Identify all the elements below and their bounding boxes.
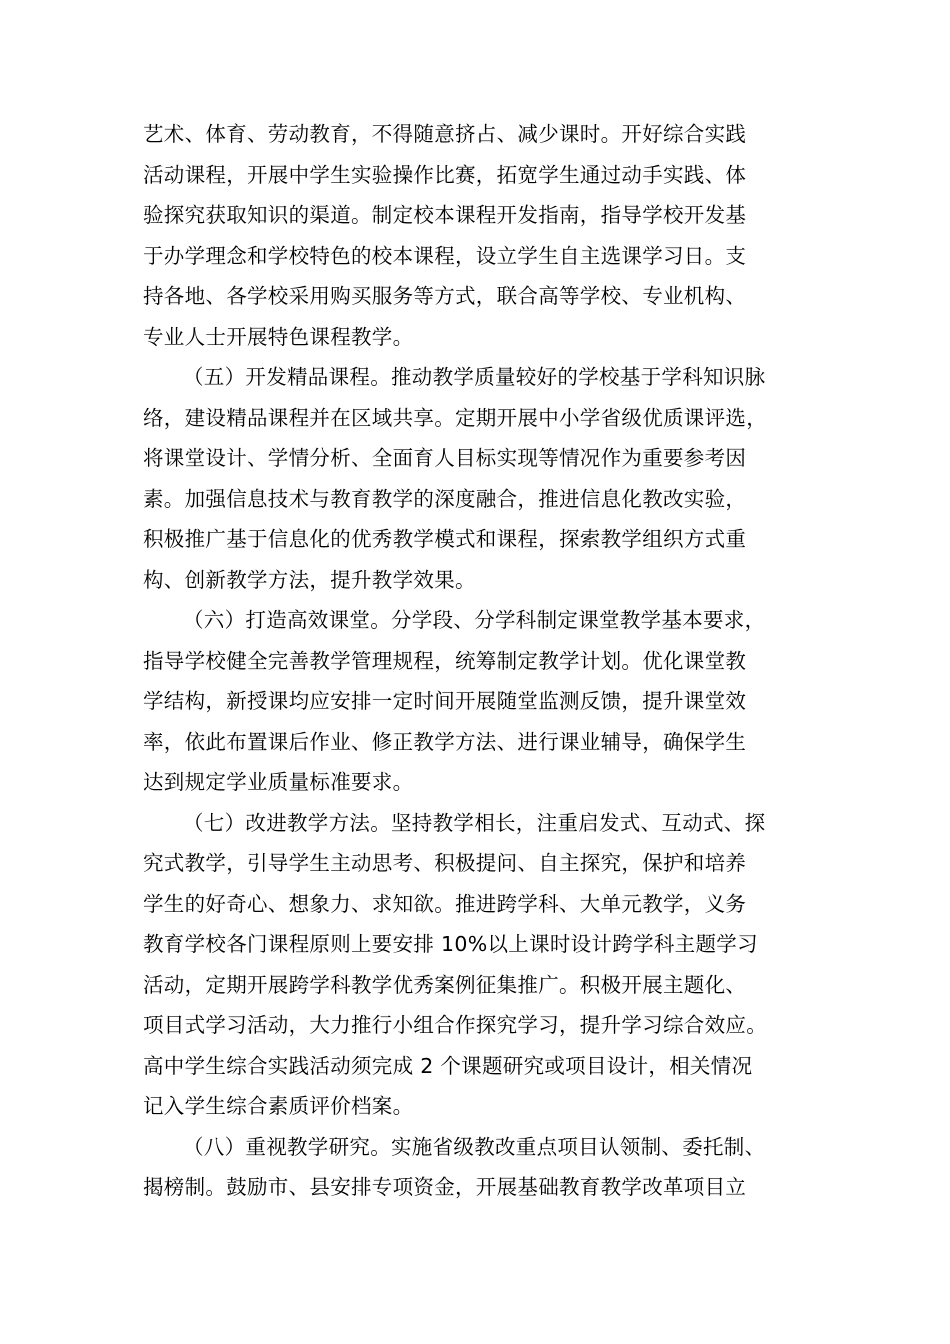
text-line: 教育学校各门课程原则上要安排 10%以上课时设计跨学科主题学习 <box>143 932 758 956</box>
paragraph-heading-8: （八）重视教学研究。实施省级教改重点项目认领制、委托制、 <box>183 1134 766 1159</box>
text-line: 活动课程，开展中学生实验操作比赛，拓宽学生通过动手实践、体 <box>143 162 747 187</box>
text-line: 将课堂设计、学情分析、全面育人目标实现等情况作为重要参考因 <box>143 446 747 470</box>
paragraph-heading-6: （六）打造高效课堂。分学段、分学科制定课堂教学基本要求， <box>183 608 766 632</box>
text-line: 项目式学习活动，大力推行小组合作探究学习，提升学习综合效应。 <box>143 1013 767 1037</box>
paragraph-heading-7: （七）改进教学方法。坚持教学相长，注重启发式、互动式、探 <box>183 810 766 835</box>
text-line: 于办学理念和学校特色的校本课程，设立学生自主选课学习日。支 <box>143 243 747 268</box>
text-line: 指导学校健全完善教学管理规程，统筹制定教学计划。优化课堂教 <box>143 648 747 673</box>
body-text <box>143 114 833 1208</box>
text-line: 持各地、各学校采用购买服务等方式，联合高等学校、专业机构、 <box>143 284 747 308</box>
text-line: 率，依此布置课后作业、修正教学方法、进行课业辅导，确保学生 <box>143 729 747 754</box>
text-line: 构、创新教学方法，提升教学效果。 <box>143 567 476 592</box>
text-line: 验探究获取知识的渠道。制定校本课程开发指南，指导学校开发基 <box>143 203 747 227</box>
text-line: 高中学生综合实践活动须完成 2 个课题研究或项目设计，相关情况 <box>143 1053 753 1078</box>
text-line: 络，建设精品课程并在区域共享。定期开展中小学省级优质课评选， <box>143 405 767 430</box>
text-line: 记入学生综合素质评价档案。 <box>143 1094 414 1118</box>
text-line: 达到规定学业质量标准要求。 <box>143 770 414 794</box>
text-line: 积极推广基于信息化的优秀教学模式和课程，探索教学组织方式重 <box>143 527 747 551</box>
text-line: 学生的好奇心、想象力、求知欲。推进跨学科、大单元教学，义务 <box>143 891 747 916</box>
paragraph-heading-5: （五）开发精品课程。推动教学质量较好的学校基于学科知识脉 <box>183 365 766 389</box>
text-line: 专业人士开展特色课程教学。 <box>143 324 414 349</box>
text-line: 素。加强信息技术与教育教学的深度融合，推进信息化教改实验， <box>143 486 747 511</box>
text-line: 艺术、体育、劳动教育，不得随意挤占、减少课时。开好综合实践 <box>143 122 747 146</box>
text-line: 究式教学，引导学生主动思考、积极提问、自主探究，保护和培养 <box>143 851 747 875</box>
text-line: 揭榜制。鼓励市、县安排专项资金，开展基础教育教学改革项目立 <box>143 1175 747 1199</box>
text-line: 活动，定期开展跨学科教学优秀案例征集推广。积极开展主题化、 <box>143 972 747 997</box>
text-line: 学结构，新授课均应安排一定时间开展随堂监测反馈，提升课堂效 <box>143 689 747 713</box>
